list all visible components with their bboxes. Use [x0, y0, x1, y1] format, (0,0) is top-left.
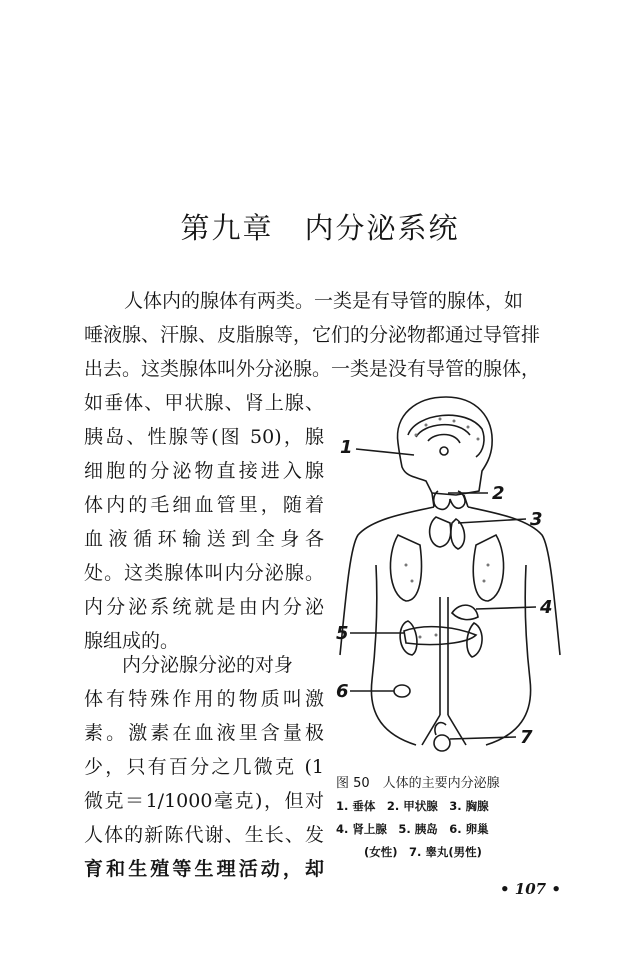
- endocrine-figure: [336, 395, 566, 770]
- text-line: 腺组成的。: [84, 630, 180, 652]
- figure-label: 7: [520, 727, 533, 748]
- text-line: 出去。这类腺体叫外分泌腺。一类是没有导管的腺体，: [84, 358, 541, 380]
- figure-label: 6: [336, 681, 349, 702]
- paragraph-hormones: [84, 648, 324, 886]
- body-outline-illustration: [336, 395, 566, 770]
- text-line: 如垂体、甲状腺、肾上腺、: [84, 392, 324, 414]
- text-line: 处。这类腺体叫内分泌腺。: [84, 562, 324, 584]
- text-line: 少，只有百分之几微克 (1: [84, 756, 324, 778]
- text-line: 血液循环输送到全身各: [84, 528, 324, 550]
- text-line: 细胞的分泌物直接进入腺: [84, 460, 324, 482]
- paragraph-intro-continued: [84, 386, 324, 658]
- text-line: 体内的毛细血管里，随着: [84, 494, 324, 516]
- text-line: 内分泌系统就是由内分泌: [84, 596, 324, 618]
- figure-label: 2: [492, 483, 505, 504]
- caption-title: 图 50 人体的主要内分泌腺: [336, 776, 500, 791]
- paragraph-intro: [84, 284, 584, 386]
- text-line: 体有特殊作用的物质叫激: [84, 688, 324, 710]
- figure-caption: [336, 772, 576, 864]
- figure-label: 4: [540, 597, 553, 618]
- figure-label: 1: [340, 437, 353, 458]
- text-line: 微克＝1/1000毫克)，但对: [84, 790, 324, 812]
- text-line: 唾液腺、汗腺、皮脂腺等，它们的分泌物都通过导管排: [84, 324, 541, 346]
- page-number: • 107 •: [500, 880, 561, 898]
- caption-line: 4. 肾上腺 5. 胰岛 6. 卵巢: [336, 822, 489, 836]
- caption-line: (女性) 7. 睾丸(男性): [364, 845, 482, 859]
- chapter-title: 第九章 内分泌系统: [180, 211, 460, 245]
- text-line: 胰岛、性腺等(图 50)，腺: [84, 426, 324, 448]
- text-line: 人体的新陈代谢、生长、发: [84, 824, 324, 846]
- figure-label: 3: [530, 509, 543, 530]
- figure-label: 5: [336, 623, 349, 644]
- caption-line: 1. 垂体 2. 甲状腺 3. 胸腺: [336, 799, 489, 813]
- text-line: 素。激素在血液里含量极: [84, 722, 324, 744]
- text-line: 育和生殖等生理活动，却: [84, 858, 324, 880]
- text-line: 人体内的腺体有两类。一类是有导管的腺体，如: [124, 290, 524, 312]
- text-line: 内分泌腺分泌的对身: [122, 654, 294, 676]
